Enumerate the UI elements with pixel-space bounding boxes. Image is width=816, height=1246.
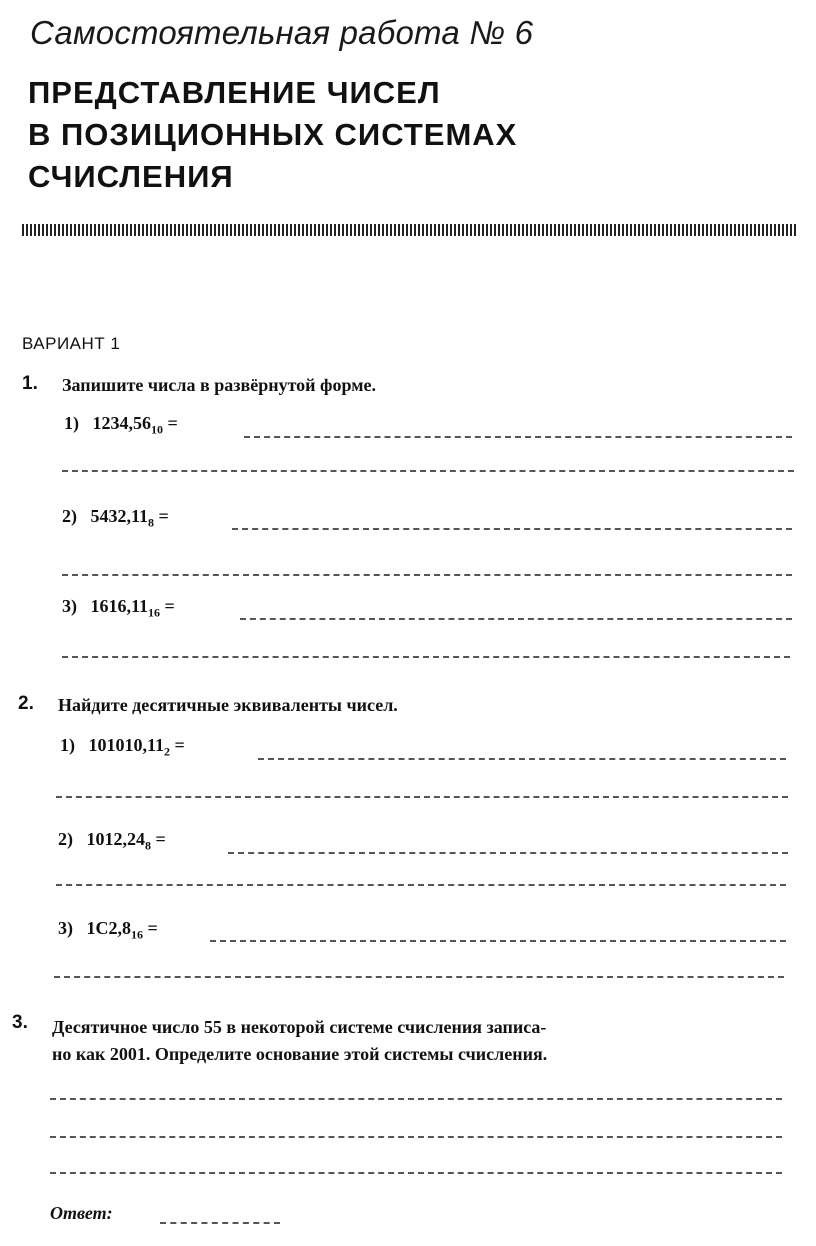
item-label: 3) <box>62 596 77 616</box>
item-base: 2 <box>164 744 171 759</box>
item-equals: = <box>167 413 178 433</box>
task-text: Найдите десятичные эквиваленты чисел. <box>58 695 398 715</box>
answer-line[interactable] <box>56 796 788 798</box>
item-equals: = <box>155 829 166 849</box>
variant-label: ВАРИАНТ 1 <box>22 334 121 353</box>
answer-line[interactable] <box>62 470 794 472</box>
task-number: 3. <box>12 1012 28 1033</box>
answer-line[interactable] <box>210 940 786 942</box>
item-base: 8 <box>145 838 151 853</box>
item-equals: = <box>174 735 185 755</box>
task-item <box>58 918 162 943</box>
answer-line[interactable] <box>258 758 786 760</box>
title-line: В ПОЗИЦИОННЫХ СИСТЕМАХ <box>28 117 518 152</box>
item-number: 5432,11 <box>90 506 149 526</box>
answer-label: Ответ: <box>50 1203 113 1223</box>
item-number: 1616,11 <box>90 596 149 616</box>
task-text: Запишите числа в развёрнутой форме. <box>62 375 376 395</box>
title-line: СЧИСЛЕНИЯ <box>28 159 234 194</box>
answer-line[interactable] <box>50 1172 782 1174</box>
item-number: 1234,56 <box>92 413 151 433</box>
item-equals: = <box>164 596 175 616</box>
item-label: 1) <box>64 413 79 433</box>
task-text <box>52 1014 547 1068</box>
task-text-line: Десятичное число 55 в некоторой системе счисления записа- <box>52 1017 547 1037</box>
item-base: 16 <box>131 927 143 942</box>
task-item <box>64 413 182 438</box>
answer-field[interactable] <box>160 1222 280 1224</box>
title-line: ПРЕДСТАВЛЕНИЕ ЧИСЕЛ <box>28 75 441 110</box>
item-base: 8 <box>148 515 155 530</box>
worksheet-title <box>28 72 517 198</box>
item-base: 16 <box>148 605 161 620</box>
item-equals: = <box>158 506 169 526</box>
item-number: 1C2,8 <box>86 918 131 938</box>
task-number: 1. <box>22 373 38 394</box>
task-number: 2. <box>18 693 34 714</box>
task-item <box>62 596 179 621</box>
answer-line[interactable] <box>240 618 792 620</box>
item-number: 101010,11 <box>88 735 165 755</box>
worksheet-subtitle: Самостоятельная работа № 6 <box>30 14 534 51</box>
answer-line[interactable] <box>62 656 790 658</box>
task-item <box>58 829 170 854</box>
item-base: 10 <box>151 422 163 437</box>
item-number: 1012,24 <box>86 829 145 849</box>
answer-line[interactable] <box>56 884 786 886</box>
answer-line[interactable] <box>228 852 788 854</box>
item-label: 2) <box>62 506 77 526</box>
answer-line[interactable] <box>50 1098 782 1100</box>
answer-line[interactable] <box>54 976 784 978</box>
item-label: 2) <box>58 829 73 849</box>
task-item <box>60 735 189 760</box>
task-text-line: но как 2001. Определите основание этой системы счисления. <box>52 1044 548 1064</box>
item-label: 3) <box>58 918 73 938</box>
item-equals: = <box>147 918 158 938</box>
answer-line[interactable] <box>232 528 792 530</box>
item-label: 1) <box>60 735 75 755</box>
answer-line[interactable] <box>244 436 792 438</box>
answer-line[interactable] <box>50 1136 782 1138</box>
decorative-divider <box>22 224 798 236</box>
answer-line[interactable] <box>62 574 792 576</box>
task-item <box>62 506 173 531</box>
